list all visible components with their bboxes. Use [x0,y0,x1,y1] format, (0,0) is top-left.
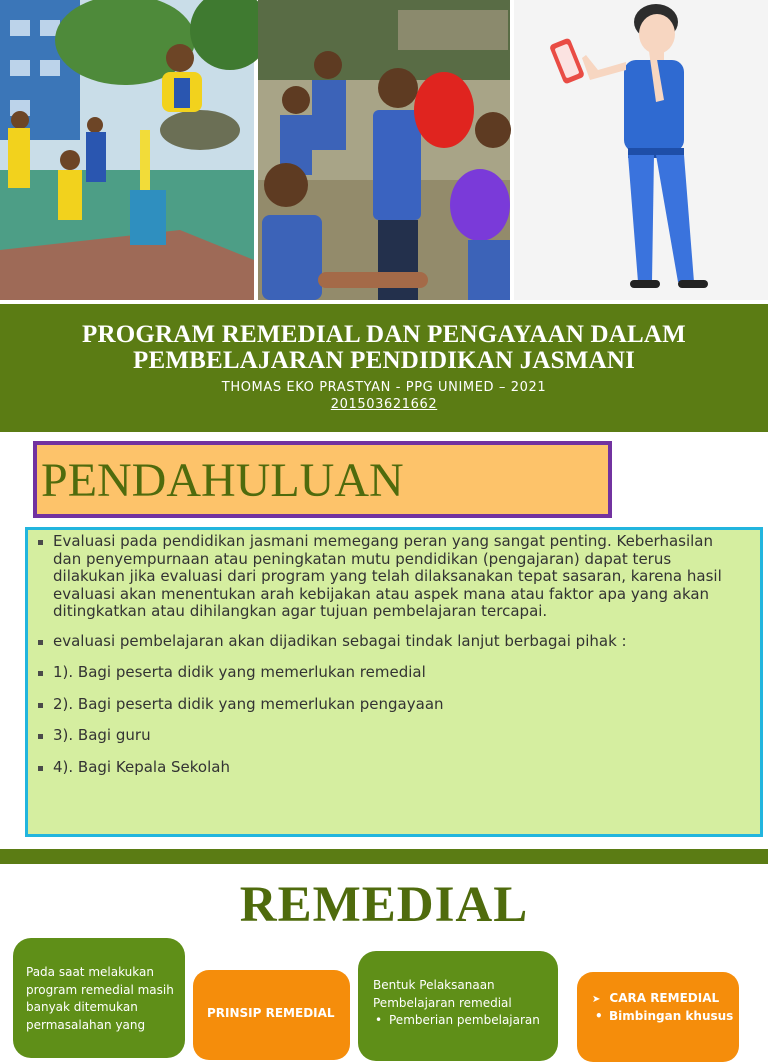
card-bullet-item: • Pemberian pembelajaran [373,1012,548,1030]
remedial-problem-card [13,938,185,1058]
title-band [0,304,768,432]
list-item: 3). Bagi guru [36,727,740,745]
list-item: Evaluasi pada pendidikan jasmani memegang peran yang sangat penting. Keberhasilan dan penyempurnaan atau peningkatan mutu pendidikan (pengajaran) dapat terus dilakukan jika evaluasi dari program yang telah dilaksanakan tepat sasaran, karena hasil evaluasi akan menentukan arah kebijakan atau aspek mana atau faktor apa yang akan ditingkatkan atau dihilangkan agar tujuan pembelajaran tercapai. [36,533,740,621]
remedial-heading: REMEDIAL [239,877,529,933]
remedial-principle-card [193,970,350,1060]
page-title: PROGRAM REMEDIAL DAN PENGAYAAN DALAM PEMBELAJARAN PENDIDIKAN JASMANI [82,321,686,374]
card-text: Bentuk Pelaksanaan Pembelajaran remedial [373,978,512,1010]
list-item: 1). Bagi peserta didik yang memerlukan remedial [36,664,740,682]
list-item: evaluasi pembelajaran akan dijadikan sebagai tindak lanjut berbagai pihak : [36,633,740,651]
card-text: Pada saat melakukan program remedial masih banyak ditemukan permasalahan yang [26,965,174,1032]
student-id-link[interactable]: 201503621662 [330,397,438,412]
pendahuluan-heading-box [33,441,612,518]
children-jumping-photo [0,0,254,300]
remedial-method-card [577,972,739,1062]
card-bullet-item: • Bimbingan khusus [592,1008,739,1025]
list-item: 4). Bagi Kepala Sekolah [36,759,740,777]
boy-holding-phone-illustration [514,0,768,300]
remedial-implementation-card [358,951,558,1061]
section-divider [0,849,768,864]
pendahuluan-list [28,530,760,776]
card-text: PRINSIP REMEDIAL [207,1006,335,1020]
pendahuluan-content-box [25,527,763,837]
list-item: 2). Bagi peserta didik yang memerlukan pengayaan [36,696,740,714]
pendahuluan-heading: PENDAHULUAN [41,454,404,507]
author-line: THOMAS EKO PRASTYAN - PPG UNIMED – 2021 [221,380,547,395]
children-balloon-game-photo [258,0,510,300]
card-heading: ➤ CARA REMEDIAL [592,990,739,1008]
student-id[interactable] [0,397,768,412]
